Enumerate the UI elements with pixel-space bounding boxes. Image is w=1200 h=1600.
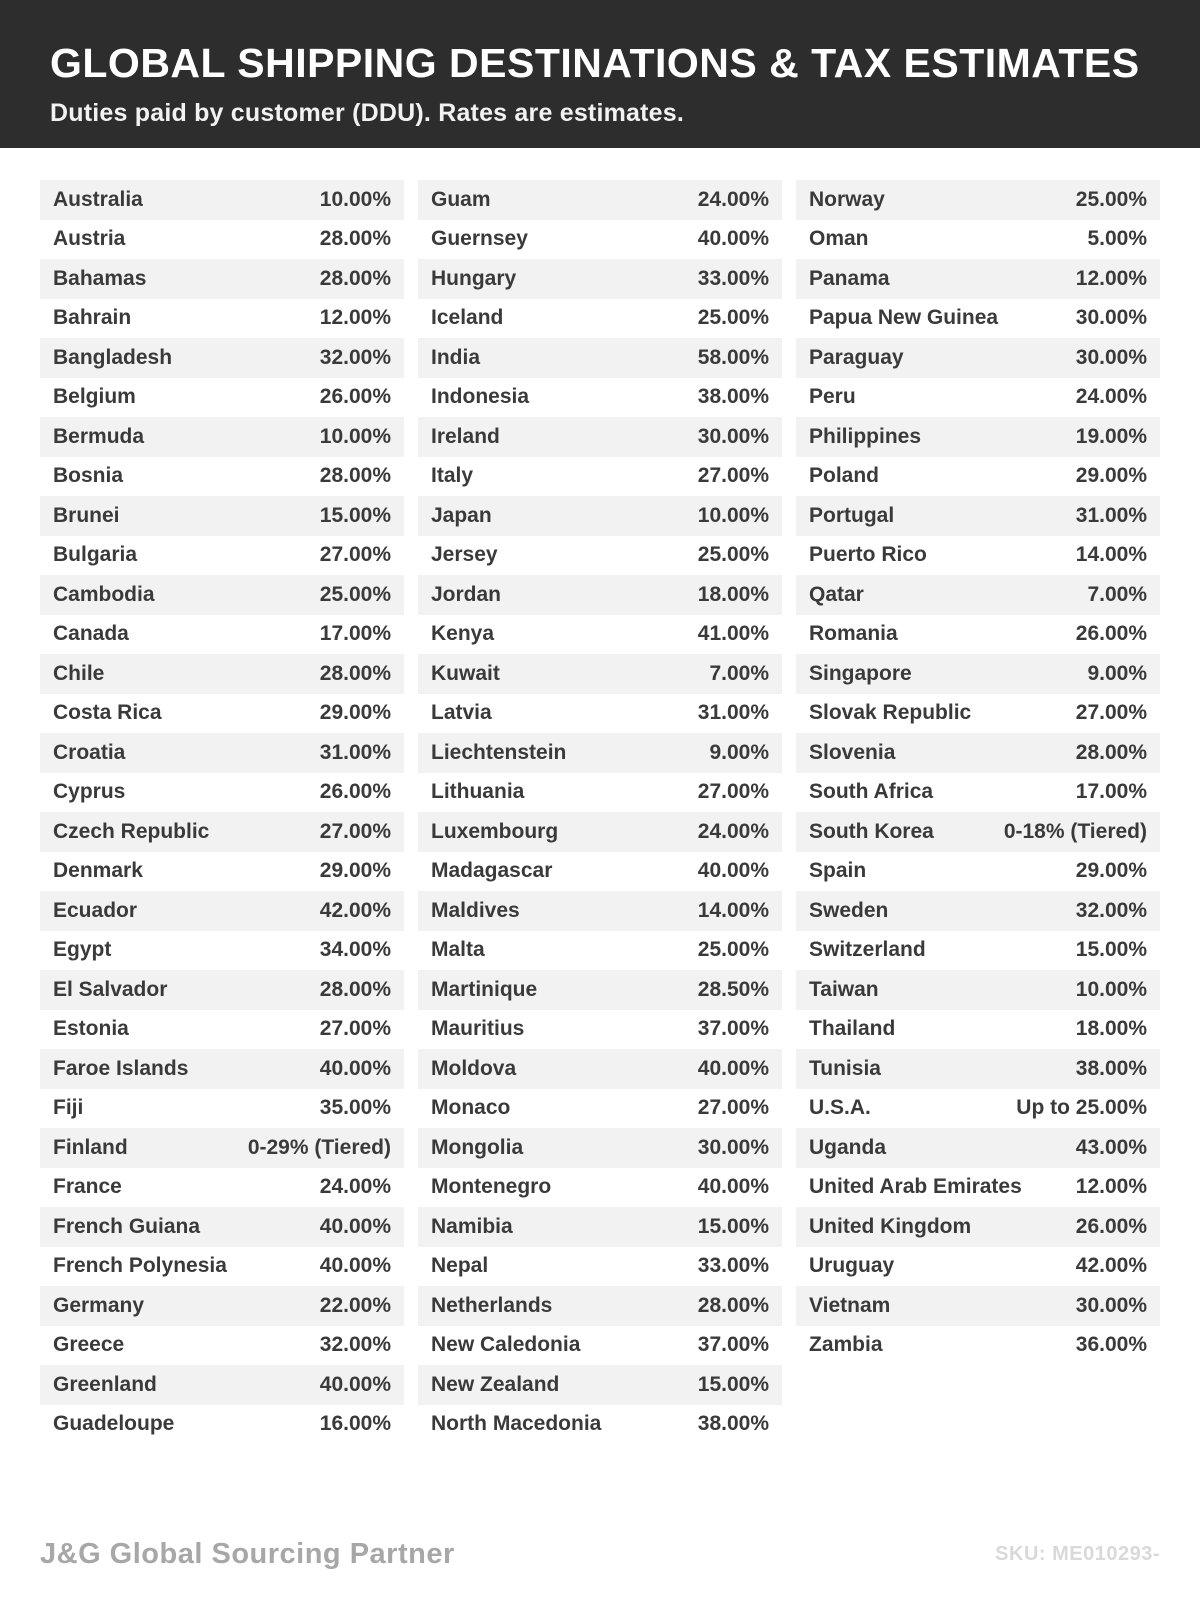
country-name: Luxembourg xyxy=(431,819,559,843)
tax-rate: 15.00% xyxy=(1075,938,1147,962)
country-name: Sweden xyxy=(809,898,889,922)
table-row xyxy=(796,1168,1160,1208)
tax-rate: 7.00% xyxy=(1087,582,1147,606)
table-row xyxy=(796,259,1160,299)
table-row xyxy=(40,1326,404,1366)
country-name: Paraguay xyxy=(809,345,904,369)
country-name: Latvia xyxy=(431,701,492,725)
table-row xyxy=(418,654,782,694)
country-name: Nepal xyxy=(431,1254,489,1278)
table-row xyxy=(418,1010,782,1050)
table-row xyxy=(418,457,782,497)
table-row xyxy=(418,417,782,457)
country-name: Moldova xyxy=(431,1056,517,1080)
tax-rate: 5.00% xyxy=(1087,227,1147,251)
country-name: Austria xyxy=(53,227,126,251)
tax-rate: 25.00% xyxy=(697,938,769,962)
tax-rate: 32.00% xyxy=(1075,898,1147,922)
country-name: Singapore xyxy=(809,661,912,685)
tax-rate: 35.00% xyxy=(319,1096,391,1120)
table-row xyxy=(418,575,782,615)
tax-rate: 26.00% xyxy=(1075,1214,1147,1238)
table-row xyxy=(796,654,1160,694)
table-row xyxy=(796,812,1160,852)
country-name: Chile xyxy=(53,661,105,685)
tax-rate: 40.00% xyxy=(319,1254,391,1278)
table-row xyxy=(418,180,782,220)
tax-rate: 27.00% xyxy=(697,464,769,488)
tax-rate: 40.00% xyxy=(319,1056,391,1080)
page-header xyxy=(0,0,1200,148)
tax-rate: 28.50% xyxy=(697,977,769,1001)
country-name: Germany xyxy=(53,1293,145,1317)
tax-rate: 42.00% xyxy=(1075,1254,1147,1278)
country-name: French Guiana xyxy=(53,1214,201,1238)
country-name: Taiwan xyxy=(809,977,879,1001)
table-row xyxy=(40,694,404,734)
tax-rate: 58.00% xyxy=(697,345,769,369)
table-row xyxy=(796,417,1160,457)
country-name: Guam xyxy=(431,187,491,211)
table-row xyxy=(796,536,1160,576)
country-name: Denmark xyxy=(53,859,143,883)
page-footer xyxy=(0,1508,1200,1600)
tax-rate: 43.00% xyxy=(1075,1135,1147,1159)
tax-rate: 28.00% xyxy=(319,266,391,290)
country-name: Guernsey xyxy=(431,227,528,251)
table-row xyxy=(40,931,404,971)
country-name: Qatar xyxy=(809,582,864,606)
tax-rate: 0-29% (Tiered) xyxy=(247,1135,391,1159)
country-name: Lithuania xyxy=(431,780,525,804)
country-name: Canada xyxy=(53,622,129,646)
tax-rate: 29.00% xyxy=(319,859,391,883)
tax-rate: 17.00% xyxy=(1075,780,1147,804)
country-name: Kuwait xyxy=(431,661,500,685)
country-name: Thailand xyxy=(809,1017,896,1041)
country-name: Estonia xyxy=(53,1017,129,1041)
country-name: Costa Rica xyxy=(53,701,162,725)
country-name: Switzerland xyxy=(809,938,926,962)
country-name: Vietnam xyxy=(809,1293,891,1317)
table-row xyxy=(418,694,782,734)
tax-rate: 9.00% xyxy=(709,740,769,764)
country-name: Papua New Guinea xyxy=(809,306,999,330)
table-row xyxy=(40,1128,404,1168)
table-row xyxy=(418,1247,782,1287)
country-name: United Arab Emirates xyxy=(809,1175,1022,1199)
table-row xyxy=(40,654,404,694)
tax-rate: 32.00% xyxy=(319,1333,391,1357)
country-name: Tunisia xyxy=(809,1056,881,1080)
table-row xyxy=(796,733,1160,773)
tax-rate: 38.00% xyxy=(697,385,769,409)
tax-rate: 0-18% (Tiered) xyxy=(1003,819,1147,843)
tax-rate: 26.00% xyxy=(319,780,391,804)
table-row xyxy=(418,1049,782,1089)
tax-rate: 24.00% xyxy=(319,1175,391,1199)
table-row xyxy=(418,615,782,655)
table-row xyxy=(40,378,404,418)
table-row xyxy=(418,891,782,931)
table-row xyxy=(40,457,404,497)
tax-rate: 25.00% xyxy=(697,306,769,330)
country-name: India xyxy=(431,345,481,369)
country-name: North Macedonia xyxy=(431,1412,602,1436)
country-name: Greenland xyxy=(53,1372,157,1396)
table-row xyxy=(40,615,404,655)
tax-rate: 28.00% xyxy=(319,464,391,488)
tax-rate: 26.00% xyxy=(1075,622,1147,646)
table-row xyxy=(796,773,1160,813)
tax-rate: 40.00% xyxy=(319,1214,391,1238)
table-row xyxy=(418,1405,782,1445)
tax-rate: 30.00% xyxy=(697,1135,769,1159)
table-row xyxy=(796,615,1160,655)
tax-rate: 28.00% xyxy=(319,977,391,1001)
table-row xyxy=(40,1089,404,1129)
country-name: Uganda xyxy=(809,1135,887,1159)
table-row xyxy=(418,299,782,339)
country-name: Monaco xyxy=(431,1096,511,1120)
country-name: Finland xyxy=(53,1135,128,1159)
country-name: Peru xyxy=(809,385,856,409)
table-row xyxy=(40,1286,404,1326)
tax-rate: 31.00% xyxy=(697,701,769,725)
table-row xyxy=(40,536,404,576)
table-row xyxy=(40,1207,404,1247)
table-row xyxy=(40,852,404,892)
country-name: Slovenia xyxy=(809,740,896,764)
country-name: Croatia xyxy=(53,740,126,764)
tax-rate: 14.00% xyxy=(697,898,769,922)
country-name: Jersey xyxy=(431,543,498,567)
tax-rate: 40.00% xyxy=(697,227,769,251)
table-row xyxy=(796,1049,1160,1089)
page-subtitle: Duties paid by customer (DDU). Rates are estimates. xyxy=(50,99,685,127)
table-row xyxy=(418,931,782,971)
country-name: New Zealand xyxy=(431,1372,560,1396)
tax-rate: 10.00% xyxy=(319,187,391,211)
country-name: Egypt xyxy=(53,938,112,962)
rate-column xyxy=(40,180,404,1444)
tax-rate: 24.00% xyxy=(697,819,769,843)
tax-rate: 27.00% xyxy=(319,819,391,843)
country-name: Martinique xyxy=(431,977,538,1001)
table-row xyxy=(796,457,1160,497)
country-name: Bermuda xyxy=(53,424,145,448)
country-name: Kenya xyxy=(431,622,495,646)
table-row xyxy=(796,338,1160,378)
tax-rate: 31.00% xyxy=(1075,503,1147,527)
table-row xyxy=(796,1128,1160,1168)
tax-rate: 29.00% xyxy=(1075,464,1147,488)
table-row xyxy=(40,812,404,852)
country-name: French Polynesia xyxy=(53,1254,227,1278)
table-row xyxy=(796,970,1160,1010)
tax-rate: 15.00% xyxy=(319,503,391,527)
tax-rate: 34.00% xyxy=(319,938,391,962)
country-name: Fiji xyxy=(53,1096,84,1120)
country-name: Bangladesh xyxy=(53,345,173,369)
country-name: Mauritius xyxy=(431,1017,525,1041)
table-row xyxy=(796,1010,1160,1050)
country-name: Iceland xyxy=(431,306,504,330)
country-name: New Caledonia xyxy=(431,1333,581,1357)
tax-rate: 14.00% xyxy=(1075,543,1147,567)
table-row xyxy=(418,1128,782,1168)
tax-rate: 33.00% xyxy=(697,266,769,290)
country-name: Mongolia xyxy=(431,1135,524,1159)
country-name: Greece xyxy=(53,1333,125,1357)
table-row xyxy=(418,852,782,892)
tax-rate: 30.00% xyxy=(1075,345,1147,369)
country-name: Bahrain xyxy=(53,306,132,330)
table-row xyxy=(418,773,782,813)
country-name: Poland xyxy=(809,464,880,488)
country-name: Bahamas xyxy=(53,266,147,290)
country-name: Cambodia xyxy=(53,582,155,606)
country-name: Bosnia xyxy=(53,464,124,488)
table-row xyxy=(796,852,1160,892)
country-name: South Africa xyxy=(809,780,934,804)
tax-rate: 37.00% xyxy=(697,1017,769,1041)
country-name: Brunei xyxy=(53,503,120,527)
country-name: Norway xyxy=(809,187,885,211)
tax-rate: 10.00% xyxy=(697,503,769,527)
tax-rate: 27.00% xyxy=(697,1096,769,1120)
table-row xyxy=(418,338,782,378)
table-row xyxy=(796,1207,1160,1247)
tax-rate: 12.00% xyxy=(1075,1175,1147,1199)
table-row xyxy=(40,1168,404,1208)
table-row xyxy=(40,417,404,457)
tax-rate: 25.00% xyxy=(697,543,769,567)
table-row xyxy=(796,220,1160,260)
tax-rate: 18.00% xyxy=(697,582,769,606)
table-row xyxy=(418,1365,782,1405)
table-row xyxy=(796,378,1160,418)
country-name: Ireland xyxy=(431,424,500,448)
brand-name: J&G Global Sourcing Partner xyxy=(40,1537,455,1570)
table-row xyxy=(40,1365,404,1405)
tax-rate: 27.00% xyxy=(319,1017,391,1041)
table-row xyxy=(796,1089,1160,1129)
table-row xyxy=(418,536,782,576)
country-name: U.S.A. xyxy=(809,1096,871,1120)
table-row xyxy=(40,1405,404,1445)
tax-rate: 36.00% xyxy=(1075,1333,1147,1357)
tax-rate: 28.00% xyxy=(1075,740,1147,764)
table-row xyxy=(418,259,782,299)
tax-rate: 19.00% xyxy=(1075,424,1147,448)
country-name: Indonesia xyxy=(431,385,530,409)
country-name: Montenegro xyxy=(431,1175,552,1199)
table-row xyxy=(796,1326,1160,1366)
country-name: Zambia xyxy=(809,1333,883,1357)
tax-rate: 33.00% xyxy=(697,1254,769,1278)
tax-rate: 12.00% xyxy=(319,306,391,330)
tax-rate: 24.00% xyxy=(1075,385,1147,409)
table-row xyxy=(40,1247,404,1287)
tax-rate: 16.00% xyxy=(319,1412,391,1436)
table-row xyxy=(40,575,404,615)
rate-column xyxy=(796,180,1160,1365)
table-row xyxy=(40,338,404,378)
table-row xyxy=(40,891,404,931)
table-row xyxy=(418,220,782,260)
tax-rate: 38.00% xyxy=(1075,1056,1147,1080)
tax-rate: 30.00% xyxy=(697,424,769,448)
country-name: Jordan xyxy=(431,582,502,606)
tax-rate: 38.00% xyxy=(697,1412,769,1436)
tax-rate: 32.00% xyxy=(319,345,391,369)
tax-rate: 18.00% xyxy=(1075,1017,1147,1041)
country-name: Slovak Republic xyxy=(809,701,972,725)
country-name: Namibia xyxy=(431,1214,513,1238)
table-row xyxy=(40,733,404,773)
country-name: Hungary xyxy=(431,266,517,290)
tax-rate: 25.00% xyxy=(1075,187,1147,211)
tax-rate: 28.00% xyxy=(319,227,391,251)
country-name: Netherlands xyxy=(431,1293,553,1317)
table-row xyxy=(796,931,1160,971)
country-name: El Salvador xyxy=(53,977,168,1001)
rate-column xyxy=(418,180,782,1444)
country-name: Belgium xyxy=(53,385,136,409)
country-name: Uruguay xyxy=(809,1254,895,1278)
table-row xyxy=(40,259,404,299)
rates-table xyxy=(0,148,1200,1444)
tax-rate: 7.00% xyxy=(709,661,769,685)
table-row xyxy=(40,970,404,1010)
table-row xyxy=(418,1207,782,1247)
table-row xyxy=(796,1286,1160,1326)
tax-rate: 27.00% xyxy=(319,543,391,567)
country-name: Portugal xyxy=(809,503,895,527)
tax-rate: 28.00% xyxy=(697,1293,769,1317)
country-name: Oman xyxy=(809,227,869,251)
tax-rate: Up to 25.00% xyxy=(1016,1096,1147,1120)
tax-rate: 25.00% xyxy=(319,582,391,606)
tax-rate: 22.00% xyxy=(319,1293,391,1317)
country-name: Puerto Rico xyxy=(809,543,927,567)
country-name: Cyprus xyxy=(53,780,126,804)
tax-rate: 40.00% xyxy=(697,1056,769,1080)
tax-rate: 27.00% xyxy=(1075,701,1147,725)
tax-rate: 15.00% xyxy=(697,1214,769,1238)
country-name: Australia xyxy=(53,187,143,211)
tax-rate: 10.00% xyxy=(1075,977,1147,1001)
country-name: Romania xyxy=(809,622,898,646)
tax-rate: 29.00% xyxy=(1075,859,1147,883)
tax-rate: 37.00% xyxy=(697,1333,769,1357)
table-row xyxy=(418,1168,782,1208)
country-name: Japan xyxy=(431,503,492,527)
table-row xyxy=(418,1089,782,1129)
tax-rate: 40.00% xyxy=(697,859,769,883)
tax-rate: 27.00% xyxy=(697,780,769,804)
tax-rate: 41.00% xyxy=(697,622,769,646)
country-name: South Korea xyxy=(809,819,934,843)
country-name: United Kingdom xyxy=(809,1214,972,1238)
tax-rate: 40.00% xyxy=(319,1372,391,1396)
tax-rate: 9.00% xyxy=(1087,661,1147,685)
country-name: Spain xyxy=(809,859,867,883)
country-name: Panama xyxy=(809,266,890,290)
table-row xyxy=(40,299,404,339)
tax-rate: 30.00% xyxy=(1075,1293,1147,1317)
table-row xyxy=(40,773,404,813)
tax-rate: 30.00% xyxy=(1075,306,1147,330)
tax-rate: 15.00% xyxy=(697,1372,769,1396)
tax-rate: 29.00% xyxy=(319,701,391,725)
table-row xyxy=(418,378,782,418)
country-name: Italy xyxy=(431,464,474,488)
table-row xyxy=(40,220,404,260)
table-row xyxy=(418,1326,782,1366)
table-row xyxy=(418,812,782,852)
country-name: Madagascar xyxy=(431,859,553,883)
country-name: France xyxy=(53,1175,122,1199)
country-name: Guadeloupe xyxy=(53,1412,175,1436)
table-row xyxy=(796,496,1160,536)
table-row xyxy=(418,1286,782,1326)
tax-rate: 28.00% xyxy=(319,661,391,685)
country-name: Philippines xyxy=(809,424,922,448)
country-name: Liechtenstein xyxy=(431,740,567,764)
table-row xyxy=(796,891,1160,931)
tax-rate: 10.00% xyxy=(319,424,391,448)
table-row xyxy=(40,1010,404,1050)
country-name: Czech Republic xyxy=(53,819,210,843)
table-row xyxy=(796,1247,1160,1287)
table-row xyxy=(40,1049,404,1089)
tax-rate: 42.00% xyxy=(319,898,391,922)
country-name: Malta xyxy=(431,938,485,962)
tax-rate: 24.00% xyxy=(697,187,769,211)
table-row xyxy=(796,299,1160,339)
table-row xyxy=(40,496,404,536)
sku-label: SKU: ME010293- xyxy=(995,1542,1160,1565)
table-row xyxy=(796,180,1160,220)
table-row xyxy=(418,970,782,1010)
table-row xyxy=(40,180,404,220)
tax-rate: 12.00% xyxy=(1075,266,1147,290)
country-name: Bulgaria xyxy=(53,543,138,567)
table-row xyxy=(418,496,782,536)
page-title: GLOBAL SHIPPING DESTINATIONS & TAX ESTIMATES xyxy=(50,40,1140,86)
country-name: Faroe Islands xyxy=(53,1056,189,1080)
table-row xyxy=(796,694,1160,734)
country-name: Maldives xyxy=(431,898,520,922)
tax-rate: 17.00% xyxy=(319,622,391,646)
tax-rate: 31.00% xyxy=(319,740,391,764)
table-row xyxy=(796,575,1160,615)
country-name: Ecuador xyxy=(53,898,138,922)
tax-rate: 26.00% xyxy=(319,385,391,409)
tax-rate: 40.00% xyxy=(697,1175,769,1199)
table-row xyxy=(418,733,782,773)
